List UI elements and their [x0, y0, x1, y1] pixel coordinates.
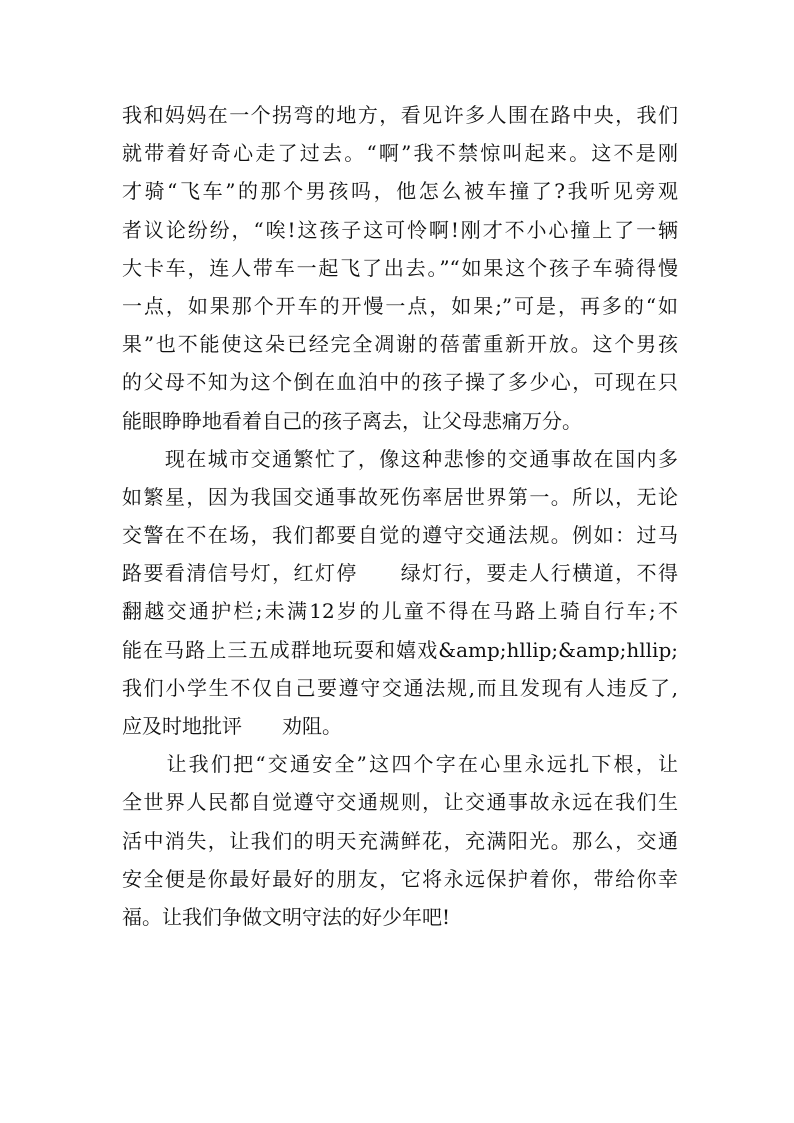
text-line: 现在城市交通繁忙了，像这种悲惨的交通事故在国内多	[122, 446, 678, 471]
text-line: 应及时地批评 劝阻。	[122, 714, 342, 738]
text-line: 大卡车，连人带车一起飞了出去。”“如果这个孩子车骑得慢	[122, 255, 678, 280]
text-line: 果”也不能使这朵已经完全凋谢的蓓蕾重新开放。这个男孩	[122, 332, 678, 357]
text-line: 我们小学生不仅自己要遵守交通法规,而且发现有人违反了,	[122, 675, 678, 700]
text-line: 安全便是你最好最好的朋友，它将永远保护着你，带给你幸	[122, 866, 678, 891]
text-line: 福。让我们争做文明守法的好少年吧!	[122, 904, 451, 929]
text-line: 能眼睁睁地看着自己的孩子离去，让父母悲痛万分。	[122, 408, 582, 433]
text-line: 者议论纷纷，“唉!这孩子这可怜啊!刚才不小心撞上了一辆	[122, 217, 678, 242]
text-line: 全世界人民都自觉遵守交通规则，让交通事故永远在我们生	[122, 790, 678, 815]
text-line: 交警在不在场，我们都要自觉的遵守交通法规。例如：过马	[122, 523, 678, 548]
text-line: 活中消失，让我们的明天充满鲜花，充满阳光。那么，交通	[122, 828, 678, 853]
text-line: 路要看清信号灯，红灯停 绿灯行，要走人行横道，不得	[122, 561, 678, 586]
text-line: 的父母不知为这个倒在血泊中的孩子操了多少心，可现在只	[122, 370, 678, 395]
text-line: 才骑“飞车”的那个男孩吗，他怎么被车撞了?我听见旁观	[122, 179, 678, 204]
text-line: 翻越交通护栏;未满12岁的儿童不得在马路上骑自行车;不	[122, 599, 678, 624]
text-line: 如繁星，因为我国交通事故死伤率居世界第一。所以，无论	[122, 484, 678, 509]
text-line: 我和妈妈在一个拐弯的地方，看见许多人围在路中央，我们	[122, 103, 678, 127]
body-text	[122, 96, 678, 936]
text-line: 就带着好奇心走了过去。“啊”我不禁惊叫起来。这不是刚	[122, 141, 678, 166]
text-line: 一点，如果那个开车的开慢一点，如果;”可是，再多的“如	[122, 293, 678, 318]
text-line: 能在马路上三五成群地玩耍和嬉戏&amp;hllip;&amp;hllip;	[122, 637, 678, 662]
text-line: 让我们把“交通安全”这四个字在心里永远扎下根，让	[122, 752, 678, 777]
